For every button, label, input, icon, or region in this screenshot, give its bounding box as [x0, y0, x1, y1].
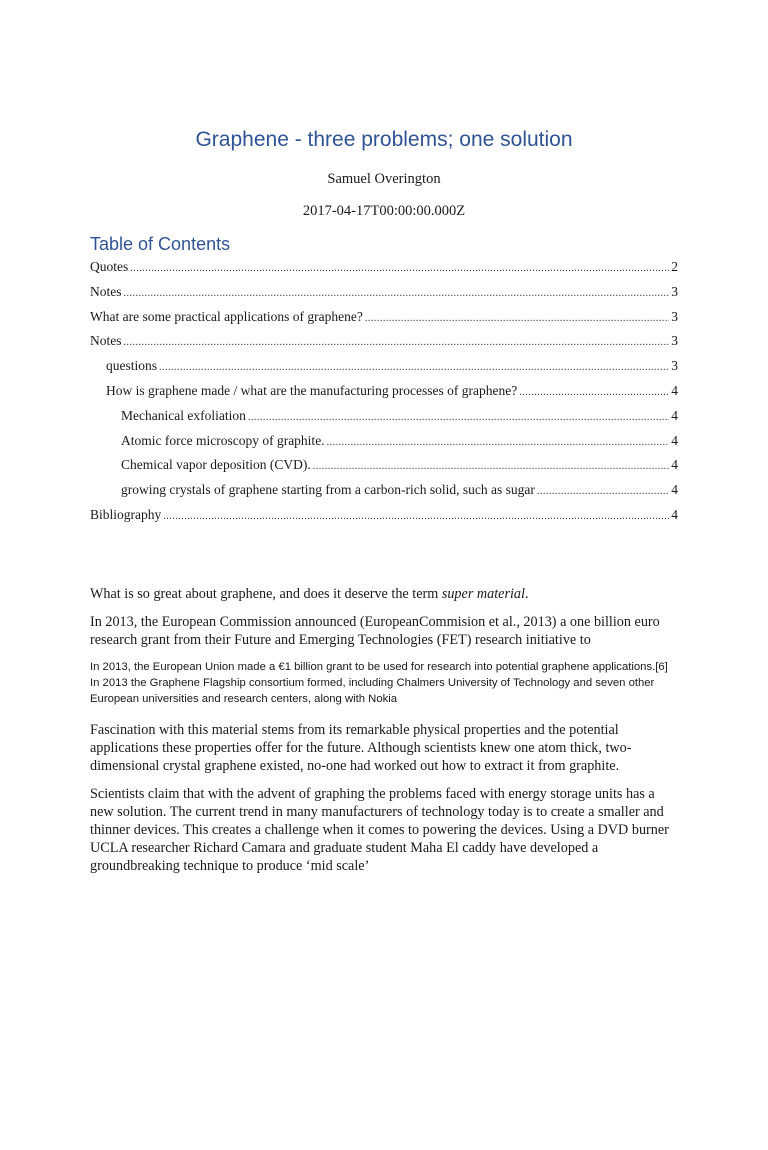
toc-entry-bibliography[interactable]	[90, 506, 678, 531]
intro-text: What is so great about graphene, and does it deserve the term	[90, 585, 442, 602]
toc-entry-page: 4	[671, 457, 678, 473]
toc-entry-page: 2	[671, 259, 678, 274]
toc-entry-page: 4	[671, 482, 678, 498]
toc-entry-page: 4	[671, 432, 678, 448]
toc-entry-label: Mechanical exfoliation	[121, 407, 246, 423]
intro-emphasis: super material	[441, 585, 525, 602]
toc-entry-notes-2[interactable]	[90, 332, 678, 357]
toc-entry-page: 3	[671, 358, 678, 374]
toc-entry-label: growing crystals of graphene starting from a carbon-rich solid, such as sugar	[121, 482, 535, 498]
document-body	[90, 585, 678, 875]
toc-entry-page: 4	[671, 382, 678, 398]
toc-entry-label: Chemical vapor deposition (CVD).	[121, 457, 311, 473]
toc-leader-dots	[519, 384, 669, 402]
toc-entry-label: Quotes	[90, 259, 129, 274]
toc-leader-dots	[124, 334, 670, 352]
toc-entry-afm[interactable]	[90, 432, 678, 457]
intro-end: .	[524, 585, 529, 602]
toc-leader-dots	[163, 508, 669, 526]
toc-entry-label: Atomic force microscopy of graphite.	[121, 432, 325, 448]
toc-entry-page: 4	[671, 407, 678, 423]
toc-entry-questions[interactable]	[90, 357, 678, 382]
toc-leader-dots	[313, 458, 670, 476]
toc-entry-label: questions	[106, 358, 158, 374]
toc-leader-dots	[537, 483, 669, 501]
toc-leader-dots	[130, 260, 669, 278]
paragraph-european-commission: In 2013, the European Commission announced (EuropeanCommision et al., 2013) a one billion euro research grant from their Future and Emerging Technologies (FET) research initiative to	[90, 613, 660, 648]
toc-heading: Table of Contents	[90, 234, 231, 254]
table-of-contents	[90, 258, 678, 531]
toc-entry-label: What are some practical applications of graphene?	[90, 308, 363, 324]
toc-entry-label: Notes	[90, 333, 122, 349]
toc-entry-page: 3	[671, 283, 678, 299]
toc-entry-applications[interactable]	[90, 308, 678, 333]
intro-paragraph	[90, 585, 678, 603]
document-author: Samuel Overington	[327, 171, 441, 187]
toc-entry-manufacturing[interactable]	[90, 382, 678, 407]
toc-entry-page: 3	[671, 333, 678, 349]
paragraph-quote-eu-grant: In 2013, the European Union made a €1 billion grant to be used for research into potential graphene applications.[6] In 2013 the Graphene Flagship consortium formed, including Chalmers University of Technology and seven other European universities and research centers, along with Nokia	[90, 660, 668, 705]
toc-leader-dots	[248, 409, 669, 427]
toc-leader-dots	[159, 359, 669, 377]
paragraph-fascination: Fascination with this material stems from its remarkable physical properties and the potential applications these properties offer for the future. Although scientists knew one atom thick, two-dimensional crystal graphene existed, no-one had worked out how to extract it from graphite.	[90, 721, 632, 774]
toc-entry-label: Bibliography	[90, 506, 162, 522]
document-page	[0, 126, 768, 1150]
toc-leader-dots	[327, 434, 670, 452]
toc-leader-dots	[124, 285, 670, 303]
paragraph-energy-storage: Scientists claim that with the advent of graphing the problems faced with energy storage units has a new solution. The current trend in many manufacturers of technology today is to create a smaller and thinner devices. This creates a challenge when it comes to powering the devices. Using a DVD burner UCLA researcher Richard Camara and graduate student Maha El caddy have developed a groundbreaking technique to produce ‘mid scale’	[90, 785, 669, 874]
toc-entry-exfoliation[interactable]	[90, 407, 678, 432]
toc-leader-dots	[365, 310, 669, 328]
toc-entry-cvd[interactable]	[90, 456, 678, 481]
document-title: Graphene - three problems; one solution	[195, 128, 573, 151]
toc-entry-label: Notes	[90, 283, 122, 299]
toc-entry-label: How is graphene made / what are the manufacturing processes of graphene?	[106, 382, 518, 398]
toc-entry-quotes[interactable]	[90, 258, 678, 283]
document-date: 2017-04-17T00:00:00.000Z	[302, 203, 466, 219]
toc-entry-page: 4	[671, 506, 678, 522]
toc-entry-page: 3	[671, 308, 678, 324]
toc-entry-notes[interactable]	[90, 283, 678, 308]
toc-entry-sugar[interactable]	[90, 481, 678, 506]
